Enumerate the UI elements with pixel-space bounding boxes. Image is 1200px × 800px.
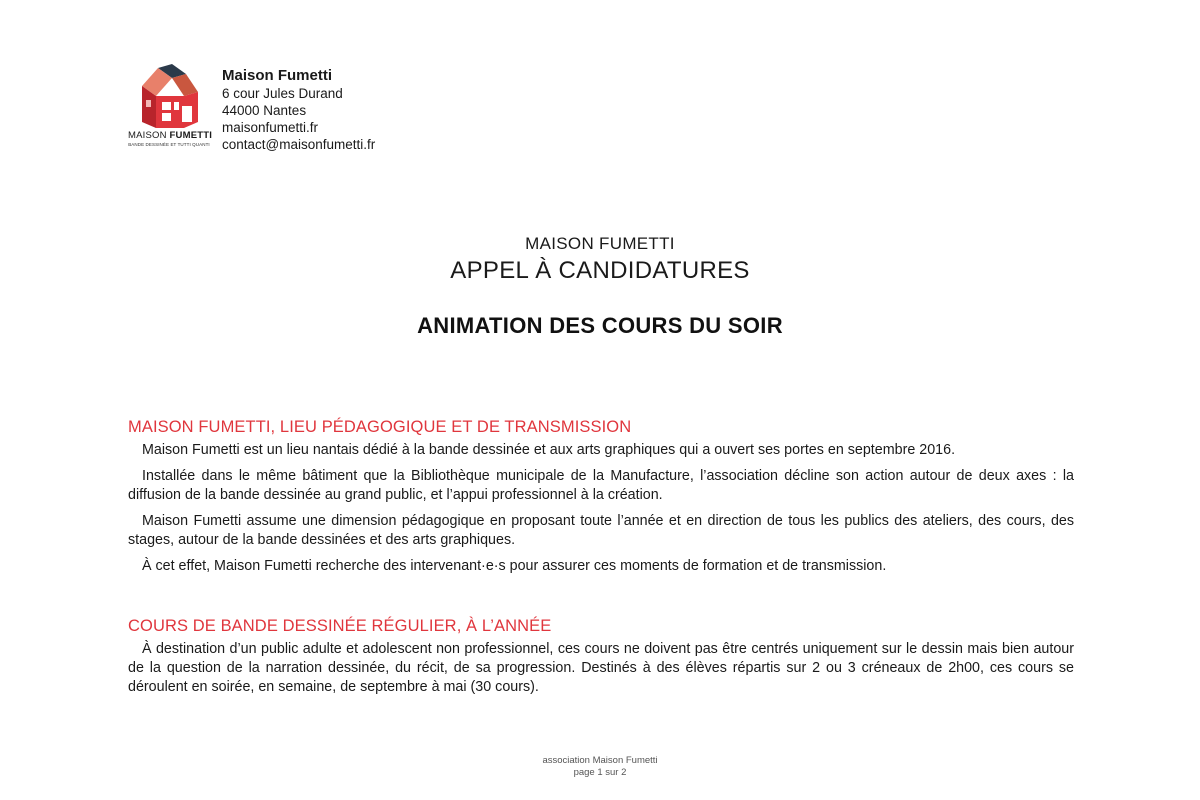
house-logo-icon bbox=[128, 62, 210, 128]
logo-tagline: BANDE DESSINÉE ET TUTTI QUANTI bbox=[128, 142, 210, 147]
paragraph: Maison Fumetti assume une dimension pédagogique en proposant toute l’année et en direction de tous les publics des ateliers, des cours, des stages, autour de la bande dessinées et des arts graphiques. bbox=[128, 513, 1074, 548]
section-heading: COURS DE BANDE DESSINÉE RÉGULIER, À L’ANNÉE bbox=[128, 617, 552, 635]
footer-page-number: page 1 sur 2 bbox=[573, 767, 627, 778]
paragraph: Maison Fumetti est un lieu nantais dédié à la bande dessinée et aux arts graphiques qui a ouvert ses portes en septembre 2016. bbox=[142, 442, 956, 458]
page-footer bbox=[0, 755, 1200, 779]
document-supertitle: MAISON FUMETTI bbox=[525, 234, 675, 253]
document-title: APPEL À CANDIDATURES bbox=[450, 257, 750, 284]
section-lieu-pedagogique bbox=[128, 417, 1074, 576]
logo-wordmark: MAISON FUMETTI bbox=[128, 130, 213, 141]
email-link[interactable]: contact@maisonfumetti.fr bbox=[222, 137, 376, 152]
maison-fumetti-logo bbox=[128, 62, 213, 154]
paragraph: À cet effet, Maison Fumetti recherche des intervenant·e·s pour assurer ces moments de formation et de transmission. bbox=[142, 558, 887, 574]
section-heading: MAISON FUMETTI, LIEU PÉDAGOGIQUE ET DE TRANSMISSION bbox=[128, 418, 632, 436]
section-cours-reguliers bbox=[128, 616, 1074, 697]
paragraph: Installée dans le même bâtiment que la Bibliothèque municipale de la Manufacture, l’association décline son action autour de deux axes : la diffusion de la bande dessinée au grand public, et l’appui professionnel à la création. bbox=[128, 468, 1074, 503]
address-city: 44000 Nantes bbox=[222, 103, 307, 118]
website-link[interactable]: maisonfumetti.fr bbox=[222, 120, 319, 135]
footer-association: association Maison Fumetti bbox=[542, 755, 658, 766]
document-main-heading: ANIMATION DES COURS DU SOIR bbox=[417, 313, 783, 338]
organization-name: Maison Fumetti bbox=[222, 67, 333, 84]
organization-address-block bbox=[222, 66, 375, 153]
paragraph: À destination d’un public adulte et adolescent non professionnel, ces cours ne doivent pas être centrés uniquement sur le dessin mais bien autour de la question de la narration dessinée, du récit, de sa progression. Destinés à des élèves répartis sur 2 ou 3 créneaux de 2h00, ces cours se déroulent en soirée, en semaine, de septembre à mai (30 cours). bbox=[128, 641, 1074, 695]
address-street: 6 cour Jules Durand bbox=[222, 86, 343, 101]
